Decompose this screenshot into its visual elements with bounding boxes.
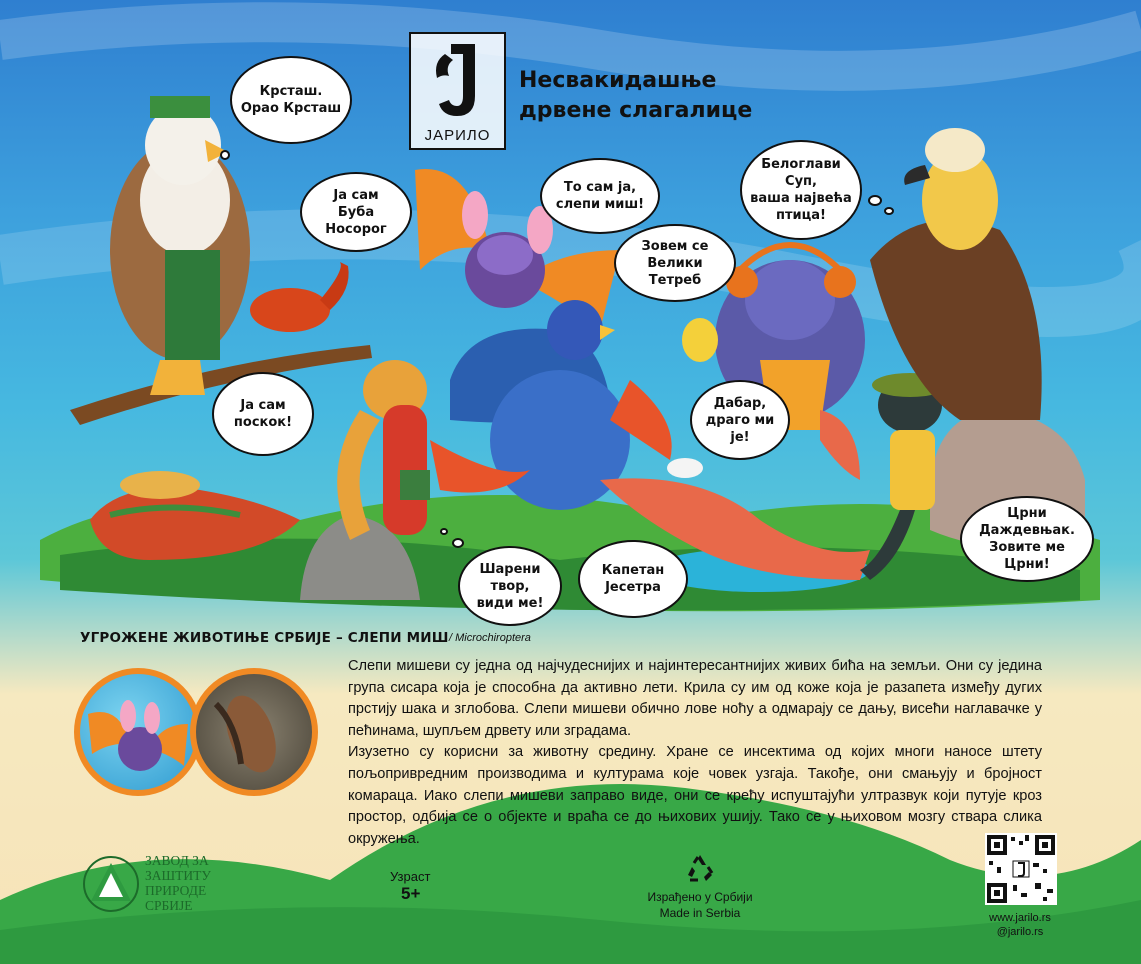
institute-name — [145, 853, 211, 913]
description-text — [348, 656, 1042, 850]
beetle-illustration — [250, 262, 349, 332]
bubble-text: Црни Даждевњак. Зовите ме Црни! — [979, 506, 1075, 572]
bat-cartoon-photo — [74, 668, 202, 796]
bubble-text: То сам ја, слепи миш! — [555, 180, 645, 212]
bubble-text: Капетан Јесетра — [601, 563, 665, 595]
section-title: УГРОЖЕНЕ ЖИВОТИЊЕ СРБИЈЕ – СЛЕПИ МИШ — [80, 630, 449, 646]
bat-real-photo — [190, 668, 318, 796]
description-paragraph-1: Слепи мишеви су једна од најчудеснијих и најинтересантнијих живих бића на земљи. Они су једина група сисара која је способна да активно лети. Крила су им од коже која је разапета између дугих прстију шака и зглобова. Слепи мишеви обично лове ноћу а одмарају се дању, висећи наглавачке у пећинама, шупљем дрвету или зградама. — [348, 658, 1042, 739]
website-info — [960, 911, 1080, 939]
description-paragraph-2: Изузетно су корисни за животну средину. Хране се инсектима од којих многи наносе штету пољопривредним производима и културама које човек узгаја. Такође, они смањују и бројност комараца. Иако слепи мишеви заправо виде, они се крећу испуштајући ултразвук који путује кроз простор, одбија се о објекте и враћа се до њихових ушију. Тако се у њиховом мозгу ствара слика окружења. — [348, 744, 1042, 847]
eagle-illustration — [110, 96, 250, 395]
speech-bubble-beetle — [300, 172, 412, 252]
speech-bubble-polecat — [458, 546, 562, 626]
speech-bubble-grouse — [614, 224, 736, 302]
social-handle: @jarilo.rs — [996, 926, 1044, 938]
bubble-tail — [220, 150, 230, 160]
bubble-text: Зовем се Велики Тетреб — [641, 238, 709, 288]
qr-code-icon — [985, 833, 1057, 905]
age-value: 5+ — [401, 884, 421, 903]
recycle-icon — [684, 853, 716, 883]
title-line-1: Несвакидашње — [519, 68, 717, 93]
title-line-2: дрвене слагалице — [519, 98, 753, 123]
bubble-tail — [884, 207, 894, 215]
speech-bubble-eagle — [230, 56, 352, 144]
bubble-text: Белоглави Суп, ваша највећа птица! — [750, 157, 852, 223]
age-label: Узраст — [390, 869, 431, 884]
institute-text: ЗАВОД ЗА ЗАШТИТУ ПРИРОДЕ СРБИЈЕ — [145, 853, 211, 913]
bubble-tail — [868, 195, 882, 206]
speech-bubble-viper — [212, 372, 314, 456]
bubble-text: Ја сам поскок! — [233, 398, 293, 430]
bubble-text: Дабар, драго ми је! — [705, 395, 775, 445]
bubble-tail — [452, 538, 464, 548]
made-in-serbia-en: Made in Serbia — [659, 906, 741, 920]
jarilo-logo-icon — [423, 40, 493, 122]
speech-bubble-sturgeon — [578, 540, 688, 618]
bubble-tail — [440, 528, 448, 535]
jarilo-logo — [409, 32, 506, 150]
section-latin-name: / Microchiroptera — [449, 632, 531, 644]
speech-bubble-beaver — [690, 380, 790, 460]
made-in-serbia-sr: Израђено у Србији — [647, 890, 753, 904]
bubble-text: Крсташ. Орао Крсташ — [240, 84, 342, 116]
speech-bubble-salamander — [960, 496, 1094, 582]
logo-word: ЈАРИЛО — [424, 127, 491, 144]
polecat-illustration — [337, 360, 430, 540]
speech-bubble-vulture — [740, 140, 862, 240]
speech-bubble-bat — [540, 158, 660, 234]
website-link[interactable]: www.jarilo.rs — [989, 912, 1051, 924]
bubble-text: Ја сам Буба Носорог — [325, 187, 387, 237]
tree-triangle-icon — [83, 855, 139, 913]
bubble-text: Шарени твор, види ме! — [476, 561, 544, 611]
product-title — [519, 66, 752, 126]
